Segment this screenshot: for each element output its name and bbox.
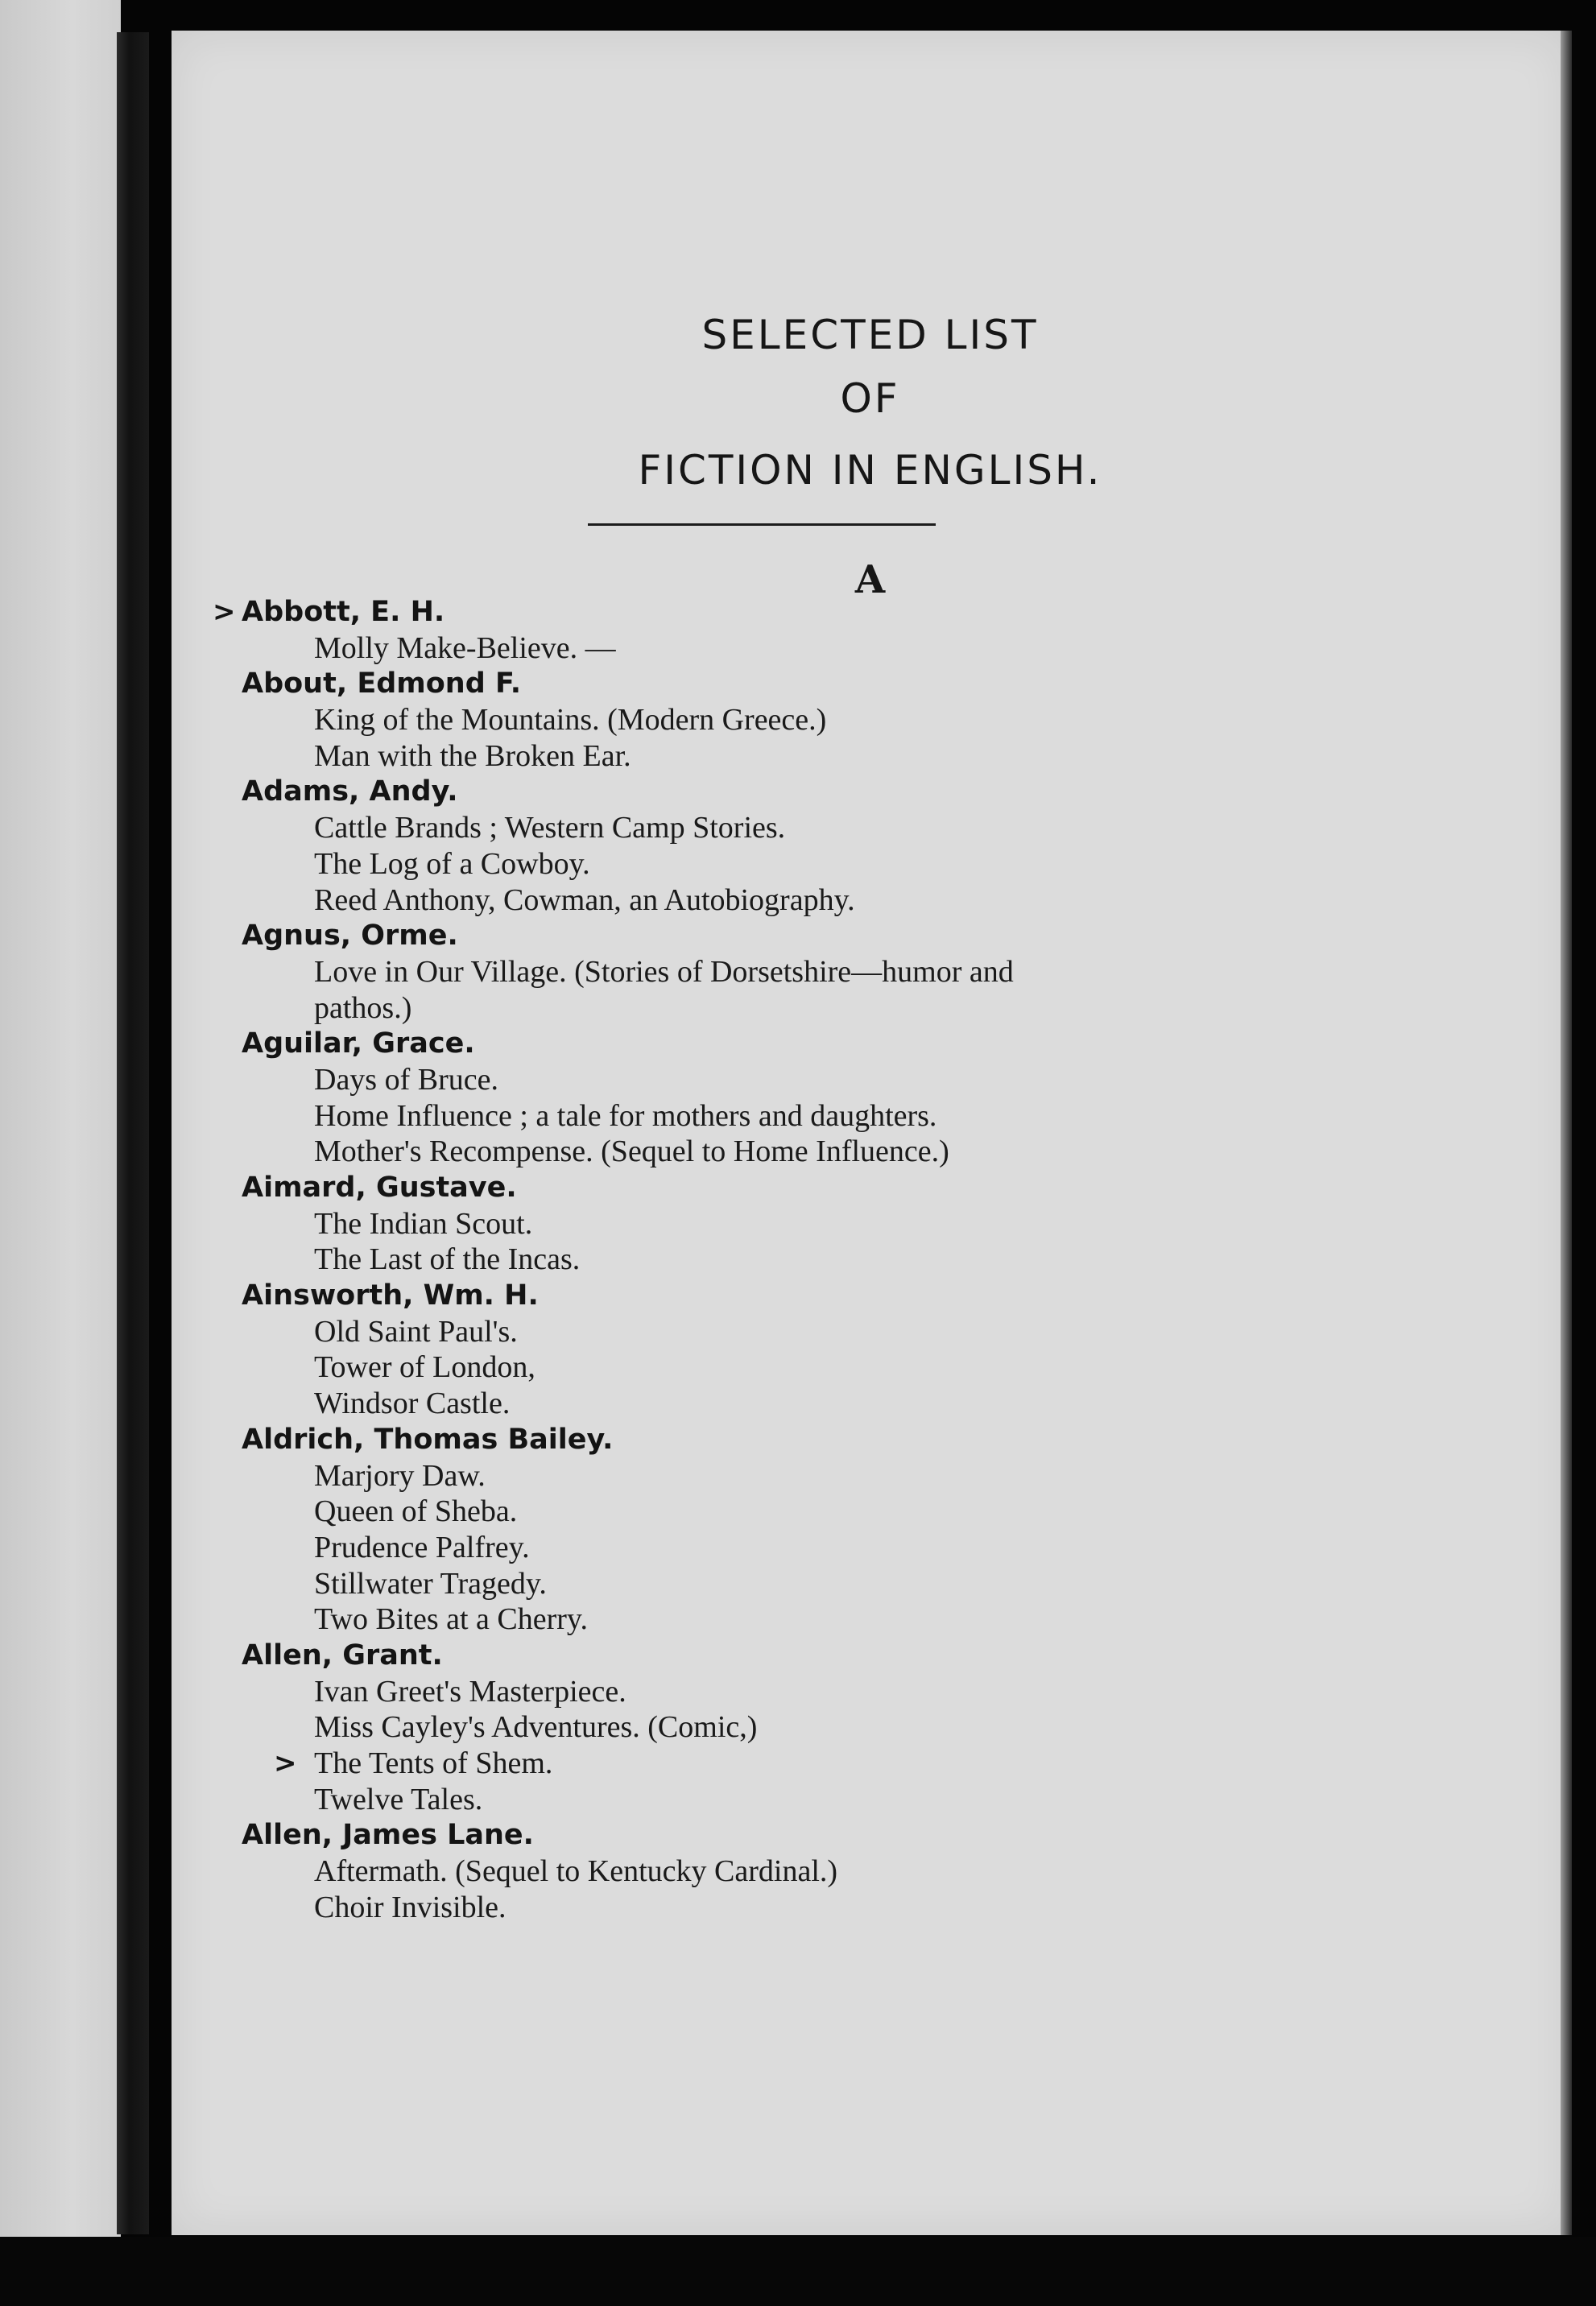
title-row [0, 1530, 1596, 1566]
title-row [0, 1494, 1596, 1530]
book-title: Marjory Daw. [314, 1458, 486, 1493]
title-row [0, 738, 1596, 775]
book-title: Stillwater Tragedy. [314, 1566, 547, 1601]
title-row [0, 1242, 1596, 1278]
book-title: The Last of the Incas. [314, 1242, 581, 1277]
page-heading-line-3: FICTION IN ENGLISH. [638, 447, 1102, 494]
title-row [0, 882, 1596, 919]
title-row [0, 1746, 1596, 1782]
title-row [0, 846, 1596, 882]
page-heading-line-2: OF [840, 375, 900, 422]
book-title: Man with the Broken Ear. [314, 738, 631, 773]
title-row [0, 1386, 1596, 1422]
book-title: Tower of London, [314, 1350, 535, 1385]
book-title: King of the Mountains. (Modern Greece.) [314, 703, 827, 738]
title-row [0, 1314, 1596, 1350]
book-title: The Tents of Shem. [314, 1746, 553, 1780]
margin-arrow-mark: > [213, 596, 236, 628]
book-title: Twelve Tales. [314, 1782, 483, 1816]
book-title: Days of Bruce. [314, 1062, 498, 1097]
author-row [0, 918, 1596, 954]
author-name: Aldrich, Thomas Bailey. [242, 1423, 614, 1456]
title-row [0, 1458, 1596, 1494]
title-row [0, 1098, 1596, 1134]
author-name: Adams, Andy. [242, 775, 458, 808]
author-name: Aimard, Gustave. [242, 1172, 517, 1204]
book-title: Home Influence ; a tale for mothers and daughters. [314, 1098, 937, 1133]
title-row [0, 1709, 1596, 1746]
title-row [0, 810, 1596, 846]
title-row [0, 1349, 1596, 1386]
book-title: Two Bites at a Cherry. [314, 1602, 588, 1637]
author-row [0, 1026, 1596, 1062]
title-row [0, 1134, 1596, 1170]
author-name: Allen, James Lane. [242, 1819, 534, 1852]
section-letter: A [854, 557, 886, 602]
author-name: About, Edmond F. [242, 667, 522, 700]
title-row [0, 1062, 1596, 1098]
author-row [0, 1422, 1596, 1458]
margin-arrow-mark: > [274, 1747, 297, 1779]
book-title: Cattle Brands ; Western Camp Stories. [314, 811, 786, 845]
author-name: Abbott, E. H. [242, 596, 445, 628]
author-name: Allen, Grant. [242, 1639, 443, 1672]
book-title: Aftermath. (Sequel to Kentucky Cardinal.) [314, 1854, 838, 1889]
author-row [0, 1638, 1596, 1674]
book-title: The Indian Scout. [314, 1206, 533, 1241]
book-title: Miss Cayley's Adventures. (Comic,) [314, 1710, 758, 1745]
heading-divider-rule [588, 523, 936, 526]
author-row [0, 666, 1596, 702]
book-title: pathos.) [314, 990, 412, 1025]
author-row [0, 1817, 1596, 1853]
book-title: Ivan Greet's Masterpiece. [314, 1674, 626, 1709]
author-row [0, 1278, 1596, 1314]
book-title: Queen of Sheba. [314, 1494, 518, 1529]
title-row [0, 1566, 1596, 1602]
author-row [0, 774, 1596, 810]
book-title: Love in Our Village. (Stories of Dorsetshire—humor and [314, 954, 1014, 989]
title-row [0, 702, 1596, 738]
author-row [0, 1170, 1596, 1206]
author-row [0, 594, 1596, 630]
book-title: Molly Make-Believe. — [314, 630, 616, 665]
fiction-list [0, 594, 1596, 1925]
page-heading-line-1: SELECTED LIST [701, 312, 1039, 358]
book-title: Prudence Palfrey. [314, 1530, 530, 1564]
book-title: Windsor Castle. [314, 1386, 511, 1421]
book-title: Mother's Recompense. (Sequel to Home Influence.) [314, 1134, 949, 1169]
title-row [0, 1601, 1596, 1638]
title-row [0, 1674, 1596, 1710]
book-title: Choir Invisible. [314, 1890, 507, 1924]
book-title: The Log of a Cowboy. [314, 846, 590, 881]
title-row [0, 1782, 1596, 1818]
title-row [0, 990, 1596, 1027]
title-row [0, 1206, 1596, 1242]
scan-bottom-border [0, 2237, 1596, 2306]
book-title: Old Saint Paul's. [314, 1314, 518, 1349]
author-name: Agnus, Orme. [242, 920, 458, 953]
book-title: Reed Anthony, Cowman, an Autobiography. [314, 882, 855, 917]
author-name: Ainsworth, Wm. H. [242, 1279, 539, 1312]
title-row [0, 630, 1596, 667]
title-row [0, 954, 1596, 990]
author-name: Aguilar, Grace. [242, 1027, 475, 1060]
title-row [0, 1853, 1596, 1890]
title-row [0, 1890, 1596, 1926]
